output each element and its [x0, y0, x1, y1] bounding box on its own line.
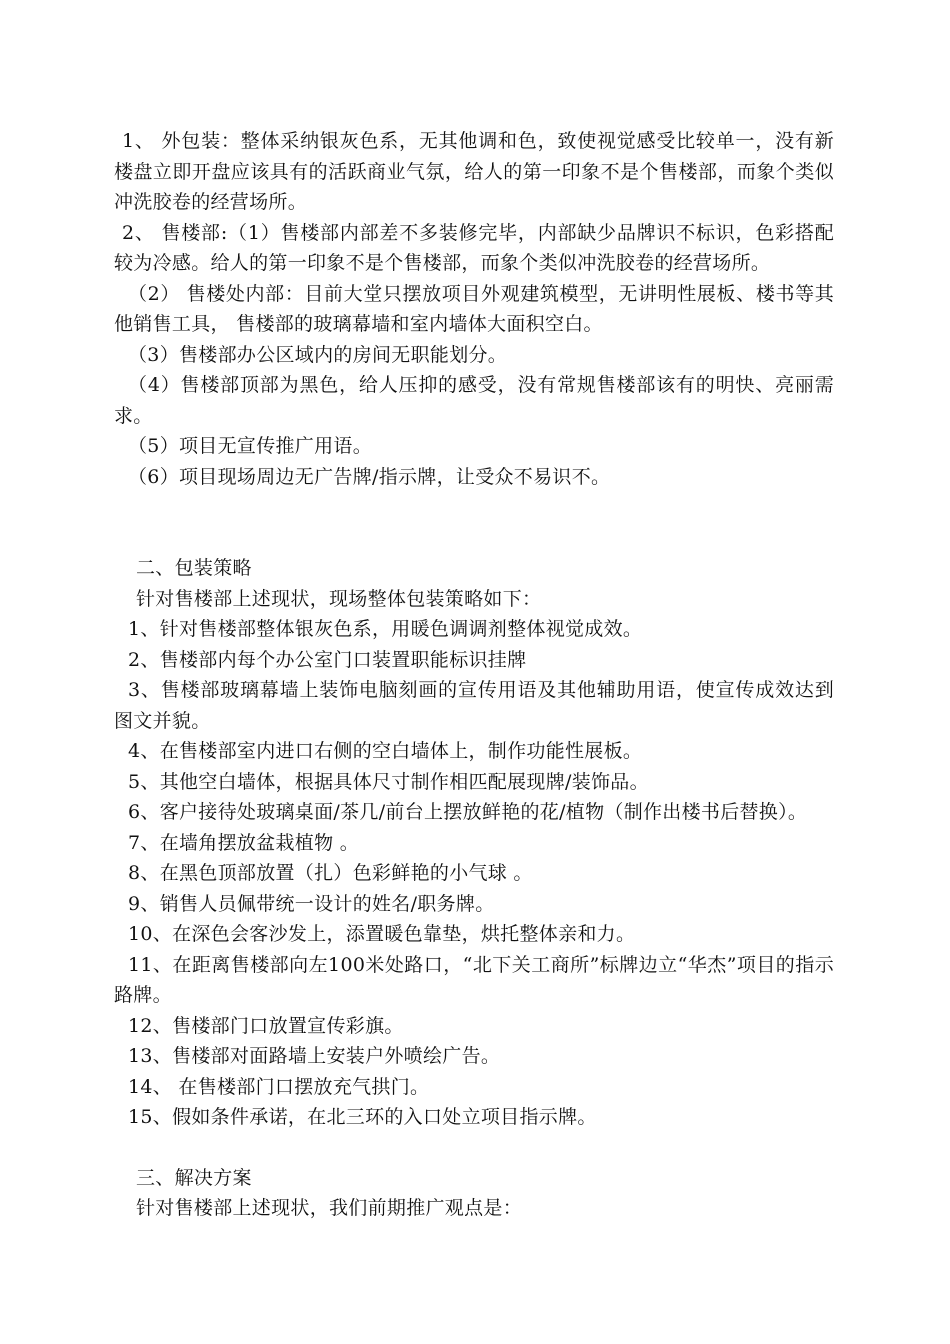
paragraph-item-2-5: （5）项目无宣传推广用语。: [128, 435, 372, 457]
paragraph-item-1: 1、 外包装：整体采纳银灰色系，无其他调和色，致使视觉感受比较单一，没有新楼盘立即开盘应该具有的活跃商业气氛，给人的第一印象不是个售楼部，而象个类似冲洗胶卷的经营场所。: [114, 130, 834, 213]
list-item: 14、 在售楼部门口摆放充气拱门。: [128, 1075, 430, 1098]
list-item: 11、在距离售楼部向左100米处路口，“北下关工商所”标牌边立“华杰”项目的指示路牌。: [114, 953, 834, 1006]
list-item: 5、其他空白墙体，根据具体尺寸制作相匹配展现牌/装饰品。: [128, 770, 649, 793]
paragraph-item-2-6: （6）项目现场周边无广告牌/指示牌，让受众不易识不。: [128, 465, 611, 488]
spacer: [114, 492, 834, 553]
paragraph-item-2-2: （2） 售楼处内部：目前大堂只摆放项目外观建筑模型，无讲明性展板、楼书等其他销售工具， 售楼部的玻璃幕墙和室内墙体大面积空白。: [114, 282, 834, 335]
paragraph-item-2-4: （4）售楼部顶部为黑色，给人压抑的感受，没有常规售楼部该有的明快、亮丽需求。: [114, 374, 834, 427]
section-intro-packaging-strategy: 针对售楼部上述现状，现场整体包装策略如下：: [136, 587, 542, 610]
section-heading-solution: 三、解决方案: [136, 1166, 252, 1189]
list-item: 13、售楼部对面路墙上安装户外喷绘广告。: [128, 1045, 501, 1067]
list-item: 12、售楼部门口放置宣传彩旗。: [128, 1014, 404, 1037]
list-item: 15、假如条件承诺，在北三环的入口处立项目指示牌。: [128, 1106, 597, 1128]
paragraph-item-2-3: （3）售楼部办公区域内的房间无职能划分。: [128, 343, 508, 366]
list-item: 3、售楼部玻璃幕墙上装饰电脑刻画的宣传用语及其他辅助用语，使宣传成效达到图文并貌。: [114, 679, 834, 732]
list-item: 6、客户接待处玻璃桌面/茶几/前台上摆放鲜艳的花/植物（制作出楼书后替换）。: [128, 801, 808, 823]
list-item: 10、在深色会客沙发上，添置暖色靠垫，烘托整体亲和力。: [128, 923, 636, 945]
list-item: 7、在墙角摆放盆栽植物 。: [128, 831, 360, 854]
paragraph-item-2: 2、 售楼部:（1）售楼部内部差不多装修完毕，内部缺少品牌识不标识，色彩搭配较为冷感。给人的第一印象不是个售楼部，而象个类似冲洗胶卷的经营场所。: [114, 221, 834, 274]
spacer: [114, 1133, 834, 1163]
list-item: 9、销售人员佩带统一设计的姓名/职务牌。: [128, 892, 495, 915]
list-item: 1、针对售楼部整体银灰色系，用暖色调调剂整体视觉成效。: [128, 618, 643, 640]
document-body: [114, 126, 834, 1224]
section-intro-solution: 针对售楼部上述现状，我们前期推广观点是：: [136, 1197, 523, 1219]
list-item: 8、在黑色顶部放置（扎）色彩鲜艳的小气球 。: [128, 862, 533, 884]
list-item: 4、在售楼部室内进口右侧的空白墙体上，制作功能性展板。: [128, 740, 643, 762]
list-item: 2、售楼部内每个办公室门口装置职能标识挂牌: [128, 648, 527, 671]
section-heading-packaging-strategy: 二、包装策略: [136, 557, 252, 579]
